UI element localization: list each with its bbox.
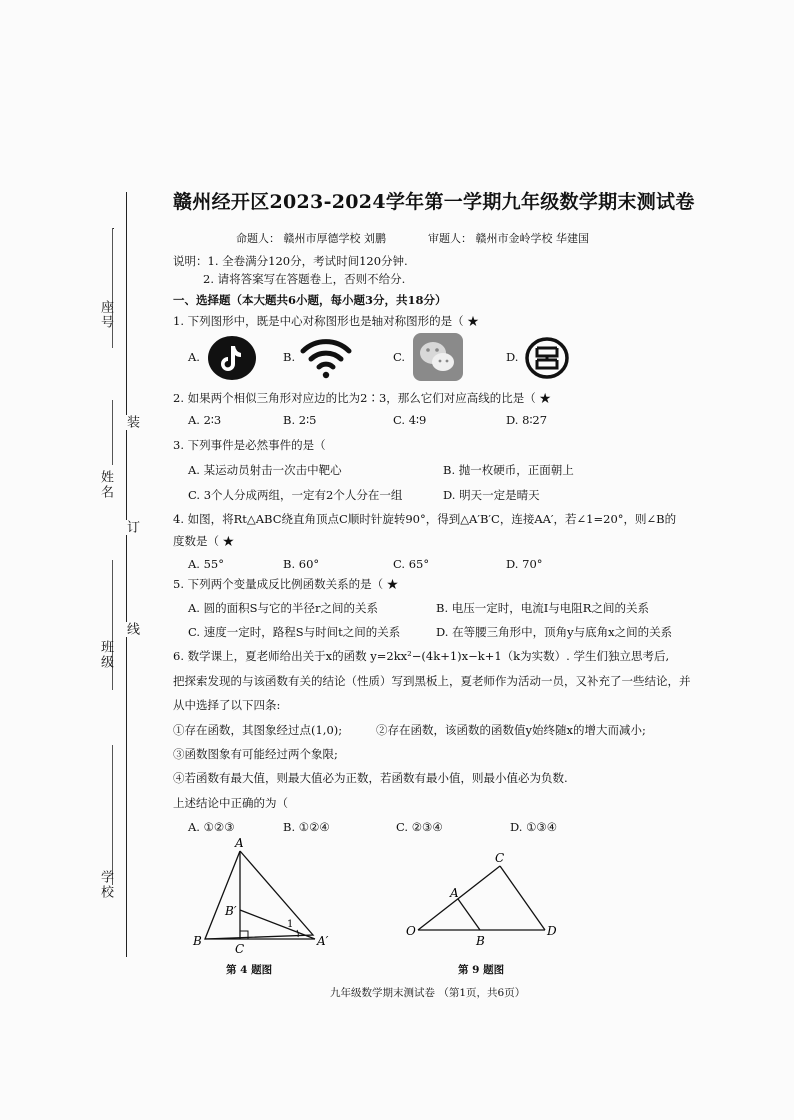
q3-option-c: C. 3个人分成两组，一定有2个人分在一组 [188, 488, 403, 502]
fig9-label-c: C [495, 851, 505, 865]
q3-option-a: A. 某运动员射击一次击中靶心 [188, 463, 342, 477]
bank-logo-icon [524, 336, 570, 380]
q6-option-d: D. ①③④ [510, 820, 558, 834]
wechat-logo-icon [413, 333, 463, 381]
q4-option-d: D. 70° [506, 557, 543, 571]
q6-conclusion-1: ①存在函数，其图象经过点(1,0); [173, 723, 343, 737]
q4-option-a: A. 55° [188, 557, 224, 571]
fig4-label-c: C [235, 942, 245, 955]
q4-stem-cont: 度数是（ ★ [173, 534, 235, 548]
school-label: 学校 [98, 870, 113, 900]
wifi-icon [300, 337, 352, 379]
q6-line1: 6. 数学课上，夏老师给出关于x的函数 y=2kx²−(4k+1)x−k+1（k为实数）. 学生们独立思考后, [173, 649, 670, 663]
zhuang-label: 装 [124, 415, 139, 430]
q3-option-b: B. 抛一枚硬币，正面朝上 [443, 463, 574, 477]
q2-stem: 2. 如果两个相似三角形对应边的比为2∶3，那么它们对应高线的比是（ ★ [173, 391, 551, 405]
q6-ask: 上述结论中正确的为（ [173, 796, 288, 810]
fig9-line-oc [418, 866, 500, 930]
q6-conclusion-4: ④若函数有最大值，则最大值必为正数，若函数有最小值，则最小值必为负数. [173, 771, 568, 785]
q6-line2: 把探索发现的与该函数有关的结论（性质）写到黑板上，夏老师作为活动一员，又补充了一些结论，并 [173, 674, 691, 688]
figure-4-diagram [185, 835, 345, 955]
q2-option-a: A. 2∶3 [188, 413, 222, 427]
school-field-line [112, 745, 113, 885]
q6-option-a: A. ①②③ [188, 820, 235, 834]
class-label: 班级 [98, 640, 113, 670]
q4-option-b: B. 60° [283, 557, 320, 571]
q2-option-d: D. 8∶27 [506, 413, 548, 427]
page-footer: 九年级数学期末测试卷 （第1页，共6页） [330, 987, 526, 999]
xian-label: 线 [124, 622, 139, 637]
fig9-line-ab [458, 899, 480, 930]
fig9-label-a: A [450, 886, 459, 900]
q1-stem: 1. 下列图形中，既是中心对称图形也是轴对称图形的是（ ★ [173, 314, 479, 328]
q5-option-a: A. 圆的面积S与它的半径r之间的关系 [188, 601, 378, 615]
q5-option-d: D. 在等腰三角形中，顶角y与底角x之间的关系 [436, 625, 673, 639]
q1-option-b: B. [283, 350, 296, 364]
q3-stem: 3. 下列事件是必然事件的是（ [173, 438, 326, 452]
notes-line1: 说明：1. 全卷满分120分，考试时间120分钟. [173, 254, 408, 268]
class-field-line [112, 560, 113, 690]
fig4-label-b: B [193, 934, 202, 948]
q6-conclusion-2: ②存在函数，该函数的函数值y始终随x的增大而减小; [376, 723, 646, 737]
exam-title: 赣州经开区2023-2024学年第一学期九年级数学期末测试卷 [173, 191, 695, 213]
q1-option-c: C. [393, 350, 406, 364]
fig9-label-o: O [406, 924, 416, 938]
section-title: 一、选择题（本大题共6小题，每小题3分，共18分） [173, 293, 447, 307]
binding-line [126, 192, 127, 957]
notes-line2: 2. 请将答案写在答题卷上，否则不给分. [203, 272, 406, 286]
figure-4-caption: 第 4 题图 [226, 964, 273, 976]
author-line: 命题人： 赣州市厚德学校 刘鹏 [236, 232, 386, 245]
figure-9-caption: 第 9 题图 [458, 964, 505, 976]
fig9-label-b: B [476, 934, 485, 948]
fig4-label-bp: B′ [225, 904, 237, 918]
q5-option-c: C. 速度一定时，路程S与时间t之间的关系 [188, 625, 401, 639]
q4-option-c: C. 65° [393, 557, 430, 571]
name-field-line [112, 400, 113, 465]
seat-field-line [112, 228, 113, 348]
fig4-label-1: 1 [287, 919, 294, 930]
q6-conclusion-3: ③函数图象有可能经过两个象限; [173, 747, 338, 761]
q2-option-c: C. 4∶9 [393, 413, 427, 427]
fig9-line-cd [500, 866, 545, 930]
q3-option-d: D. 明天一定是晴天 [443, 488, 540, 502]
q5-stem: 5. 下列两个变量成反比例函数关系的是（ ★ [173, 577, 399, 591]
q6-line3: 从中选择了以下四条: [173, 698, 281, 712]
q5-option-b: B. 电压一定时，电流I与电阻R之间的关系 [436, 601, 649, 615]
name-label: 姓名 [98, 470, 113, 500]
q6-option-b: B. ①②④ [283, 820, 330, 834]
ding-label: 订 [124, 520, 139, 535]
q1-option-d: D. [506, 350, 519, 364]
q6-option-c: C. ②③④ [396, 820, 443, 834]
fig9-label-d: D [547, 924, 557, 938]
reviewer-line: 审题人： 赣州市金岭学校 华建国 [428, 232, 589, 245]
fig4-label-ap: A′ [317, 934, 329, 948]
q4-stem: 4. 如图，将Rt△ABC绕直角顶点C顺时针旋转90°，得到△A′B′C，连接AA′，若∠1=20°，则∠B的 [173, 512, 677, 526]
q1-option-a: A. [188, 350, 200, 364]
figure-9-diagram [400, 850, 570, 950]
q2-option-b: B. 2∶5 [283, 413, 317, 427]
seat-label: 座号 [98, 300, 113, 330]
fig4-label-a: A [235, 836, 244, 850]
fig4-triangle-abc [205, 851, 313, 939]
tiktok-logo-icon [207, 335, 257, 381]
